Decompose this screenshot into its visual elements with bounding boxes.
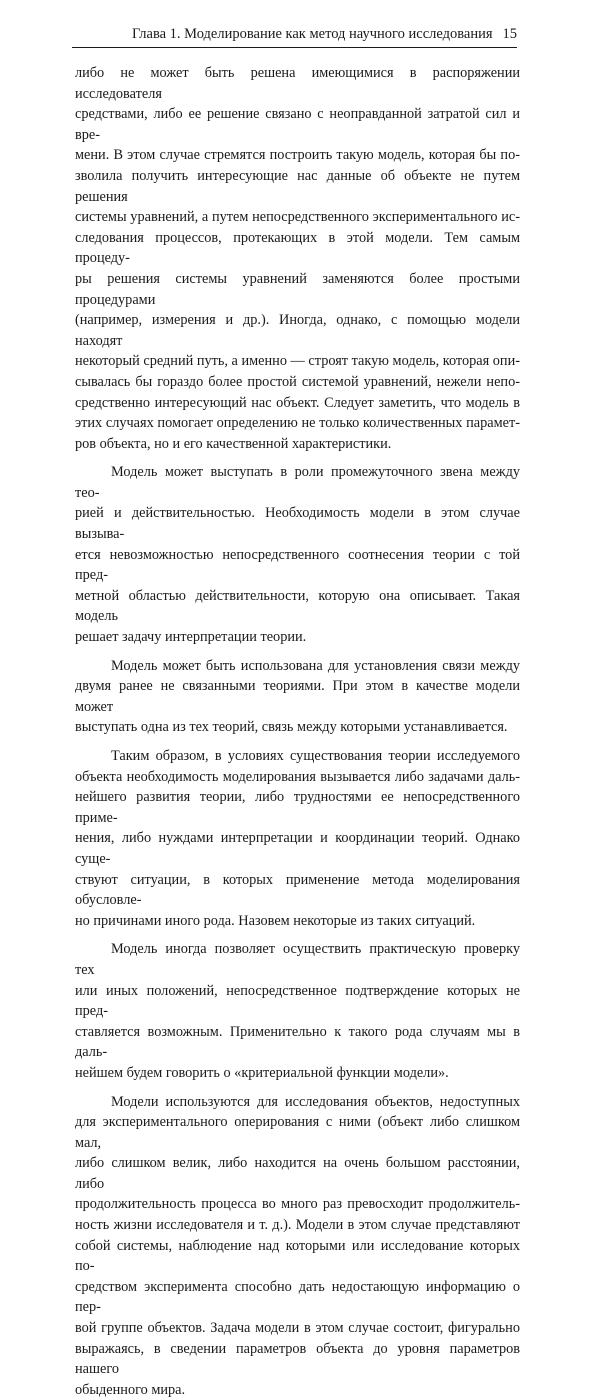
text-line: сывалась бы гораздо более простой системой уравнений, нежели непо-	[75, 372, 520, 393]
paragraph	[75, 939, 520, 1083]
text-line: ность жизни исследователя и т. д.). Модели в этом случае представляют	[75, 1215, 520, 1236]
text-line: но причинами иного рода. Назовем некоторые из таких ситуаций.	[75, 911, 520, 932]
text-line: для экспериментального оперирования с ними (объект либо слишком мал,	[75, 1112, 520, 1153]
header-rule	[72, 47, 517, 48]
text-line: Модель может быть использована для установления связи между	[75, 656, 520, 677]
text-line: (например, измерения и др.). Иногда, однако, с помощью модели находят	[75, 310, 520, 351]
text-line: некоторый средний путь, а именно — строят такую модель, которая опи-	[75, 351, 520, 372]
text-line: ется невозможностью непосредственного соотнесения теории с той пред-	[75, 545, 520, 586]
text-line: выступать одна из тех теорий, связь между которыми устанавливается.	[75, 717, 520, 738]
text-line: средствами, либо ее решение связано с неоправданной затратой сил и вре-	[75, 104, 520, 145]
paragraph	[75, 63, 520, 454]
text-line: нения, либо нуждами интерпретации и координации теорий. Однако суще-	[75, 828, 520, 869]
text-line: ствуют ситуации, в которых применение метода моделирования обусловле-	[75, 870, 520, 911]
text-line: Таким образом, в условиях существования теории исследуемого	[75, 746, 520, 767]
text-line: Модели используются для исследования объектов, недоступных	[75, 1092, 520, 1113]
text-line: этих случаях помогает определению не только количественных парамет-	[75, 413, 520, 434]
text-line: системы уравнений, а путем непосредственного экспериментального ис-	[75, 207, 520, 228]
text-line: объекта необходимость моделирования вызывается либо задачами даль-	[75, 767, 520, 788]
paragraph	[75, 1092, 520, 1400]
running-header	[72, 24, 517, 44]
text-line: следования процессов, протекающих в этой модели. Тем самым процеду-	[75, 228, 520, 269]
text-line: Модель может выступать в роли промежуточного звена между тео-	[75, 462, 520, 503]
text-line: ров объекта, но и его качественной характеристики.	[75, 434, 520, 455]
text-line: собой системы, наблюдение над которыми или исследование которых по-	[75, 1236, 520, 1277]
chapter-title: Глава 1. Моделирование как метод научного исследования	[132, 24, 493, 44]
text-line: либо слишком велик, либо находится на очень большом расстоянии, либо	[75, 1153, 520, 1194]
text-line: мени. В этом случае стремятся построить такую модель, которая бы по-	[75, 145, 520, 166]
paragraph	[75, 462, 520, 647]
text-line: двумя ранее не связанными теориями. При этом в качестве модели может	[75, 676, 520, 717]
paragraph	[75, 656, 520, 738]
text-line: средственно интересующий нас объект. Следует заметить, что модель в	[75, 393, 520, 414]
text-line: зволила получить интересующие нас данные об объекте не путем решения	[75, 166, 520, 207]
text-line: или иных положений, непосредственное подтверждение которых не пред-	[75, 981, 520, 1022]
text-line: ры решения системы уравнений заменяются более простыми процедурами	[75, 269, 520, 310]
text-line: ставляется возможным. Применительно к такого рода случаям мы в даль-	[75, 1022, 520, 1063]
text-line: решает задачу интерпретации теории.	[75, 627, 520, 648]
text-line: либо не может быть решена имеющимися в распоряжении исследователя	[75, 63, 520, 104]
text-line: Модель иногда позволяет осуществить практическую проверку тех	[75, 939, 520, 980]
text-line: рией и действительностью. Необходимость модели в этом случае вызыва-	[75, 503, 520, 544]
text-line: продолжительность процесса во много раз превосходит продолжитель-	[75, 1194, 520, 1215]
text-line: метной областью действительности, которую она описывает. Такая модель	[75, 586, 520, 627]
text-line: средством эксперимента способно дать недостающую информацию о пер-	[75, 1277, 520, 1318]
text-line: выражаясь, в сведении параметров объекта до уровня параметров нашего	[75, 1339, 520, 1380]
page-number: 15	[503, 24, 518, 44]
paragraph	[75, 746, 520, 931]
text-line: нейшего развития теории, либо трудностями ее непосредственного приме-	[75, 787, 520, 828]
body-text	[75, 63, 520, 1400]
text-line: обыденного мира.	[75, 1380, 520, 1400]
text-line: нейшем будем говорить о «критериальной функции модели».	[75, 1063, 520, 1084]
text-line: вой группе объектов. Задача модели в этом случае состоит, фигурально	[75, 1318, 520, 1339]
